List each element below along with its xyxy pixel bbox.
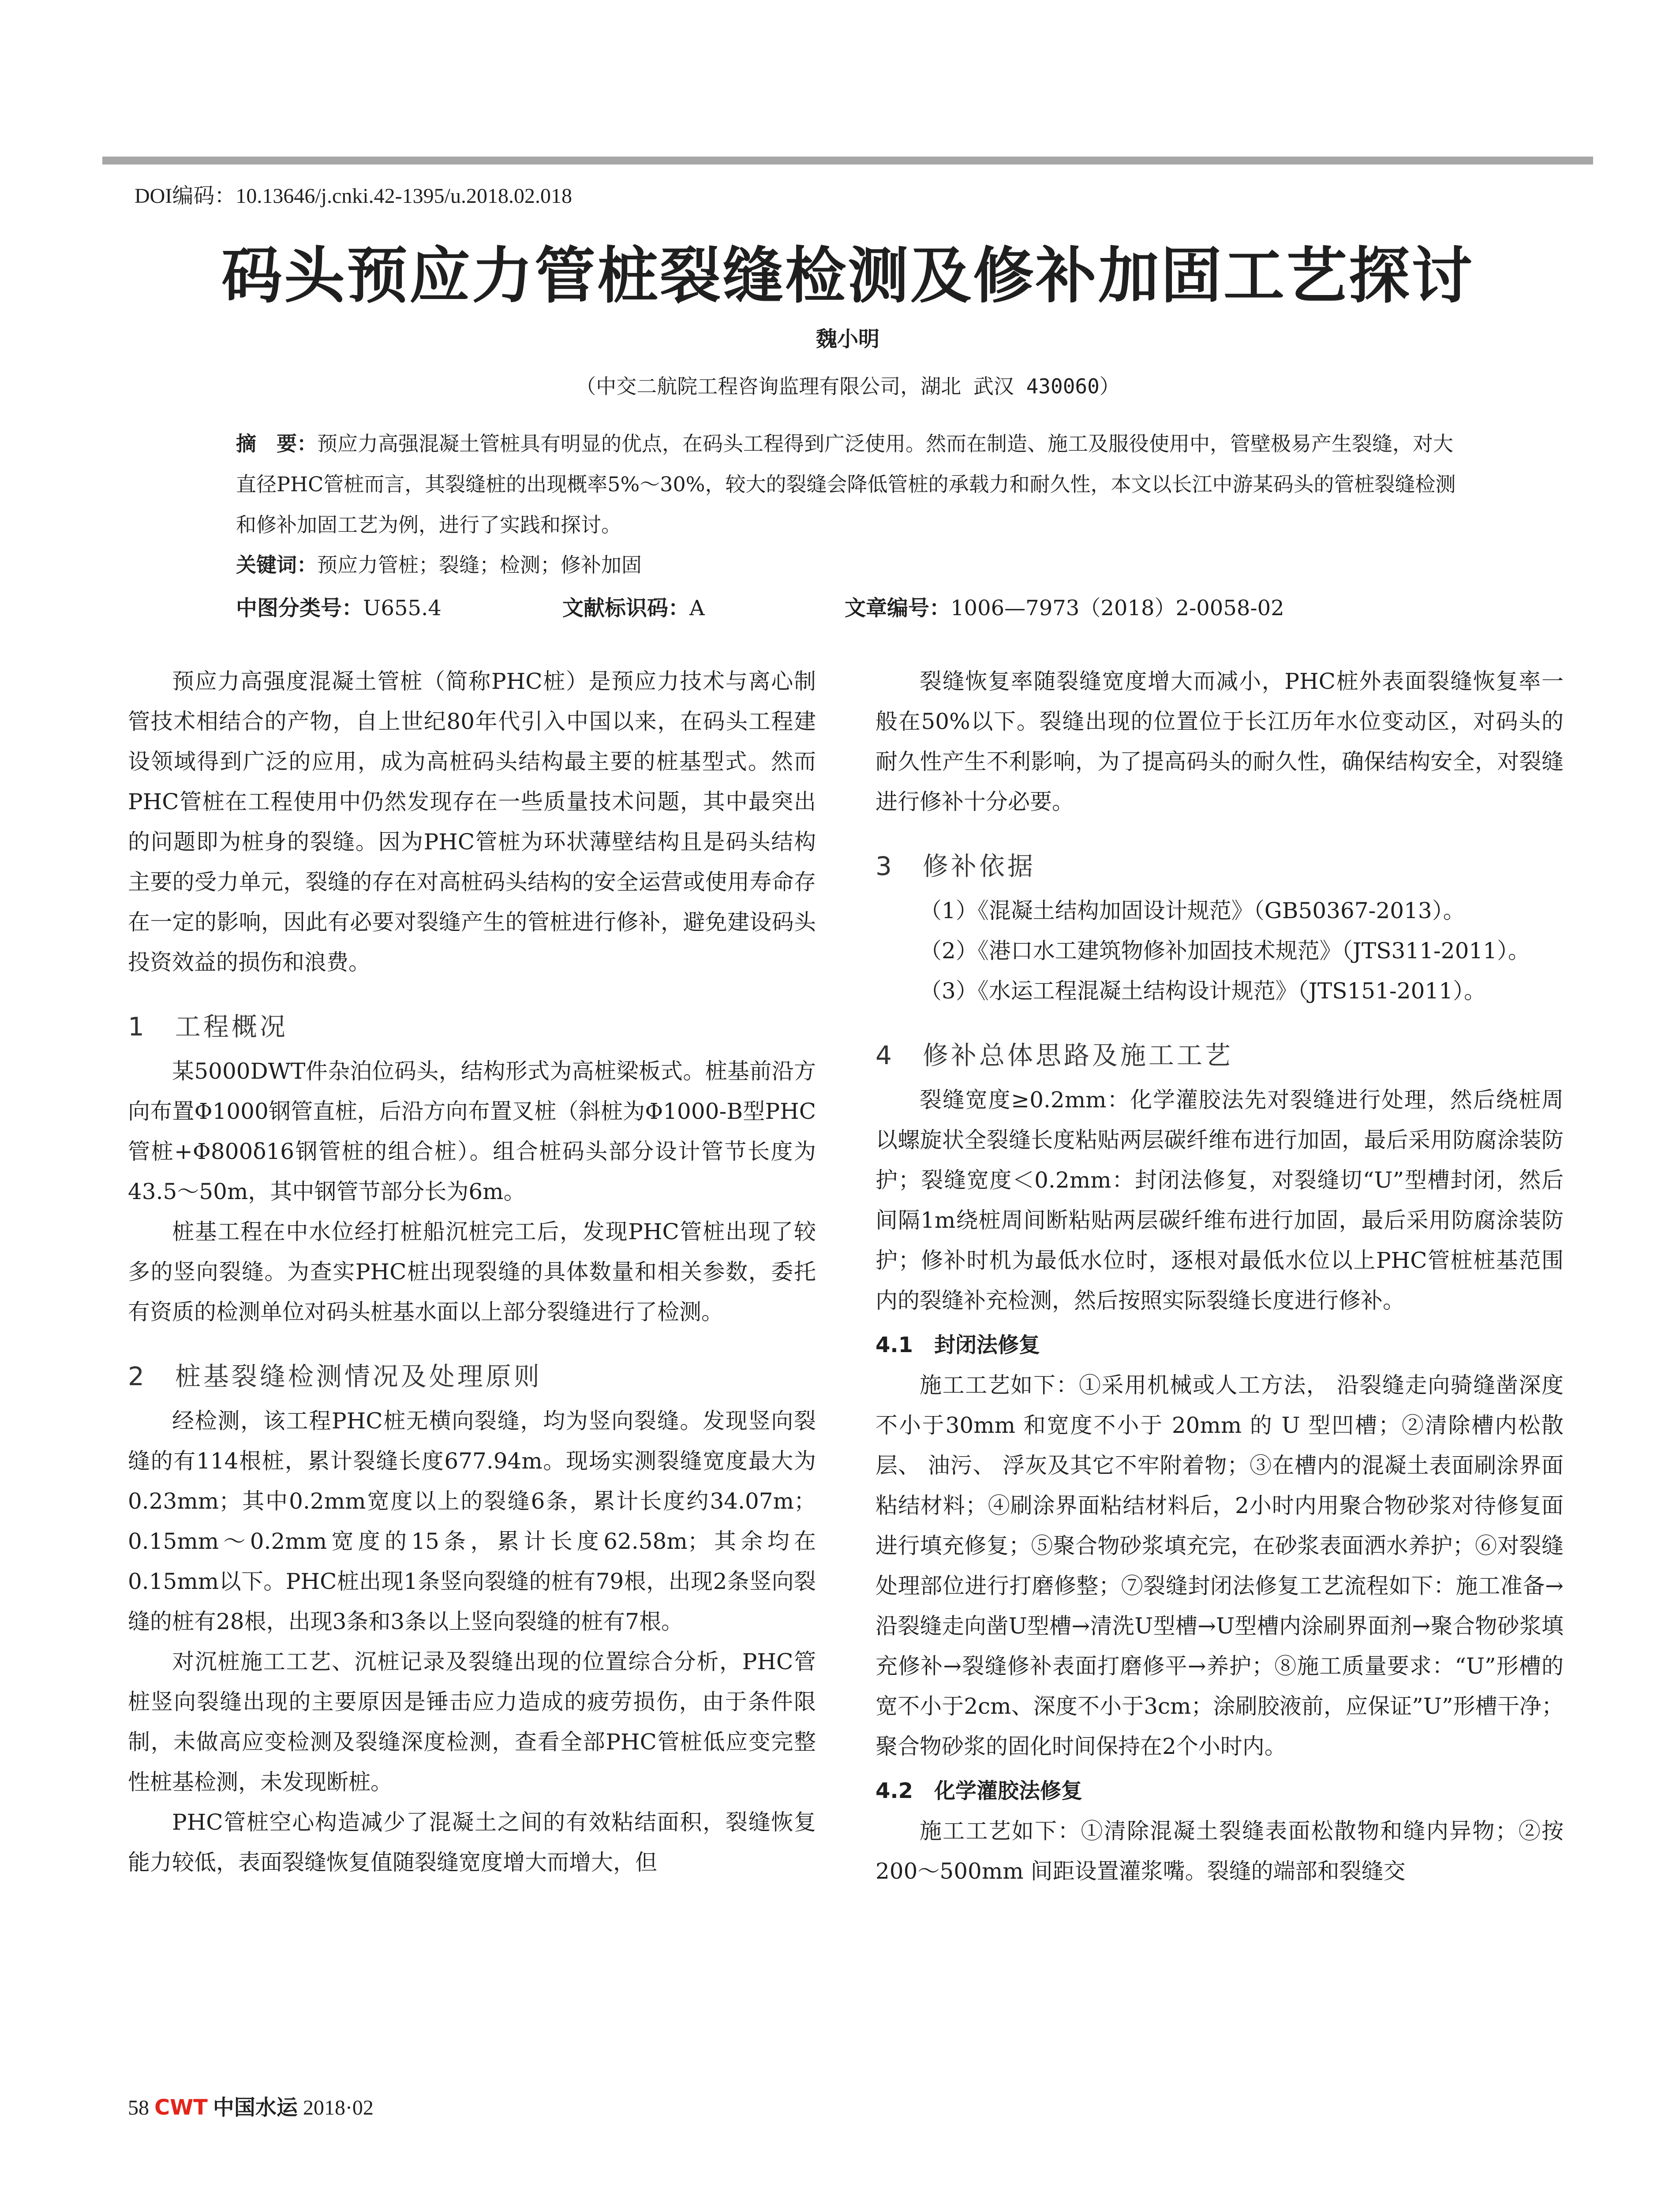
section-4-1-heading: 4.1 封闭法修复	[876, 1333, 1040, 1357]
reference-item-3: （3）《水运工程混凝土结构设计规范》（JTS151-2011）。	[920, 978, 1486, 1004]
doc-value: A	[689, 596, 705, 620]
top-rule	[102, 157, 1593, 164]
section-1-heading: 1 工程概况	[128, 1012, 288, 1042]
article-value: 1006—7973（2018）2-0058-02	[950, 596, 1284, 620]
journal-name: 中国水运	[213, 2095, 298, 2120]
section-1-paragraph-2: 桩基工程在中水位经打桩船沉桩完工后，发现PHC管桩出现了较多的竖向裂缝。为查实PHC桩出现裂缝的具体数量和相关参数，委托有资质的检测单位对码头桩基水面以上部分裂缝进行了检测。	[128, 1219, 816, 1325]
abstract	[236, 423, 1471, 545]
affiliation: （中交二航院工程咨询监理有限公司，湖北 武汉 430060）	[576, 374, 1120, 398]
section-4-paragraph-1: 裂缝宽度≥0.2mm：化学灌胶法先对裂缝进行处理，然后绕桩周以螺旋状全裂缝长度粘贴两层碳纤维布进行加固，最后采用防腐涂装防护；裂缝宽度＜0.2mm：封闭法修复，对裂缝切“U”型槽封闭，然后间隔1m绕桩周间断粘贴两层碳纤维布进行加固，最后采用防腐涂装防护；修补时机为最低水位时，逐根对最低水位以上PHC管桩桩基范围内的裂缝补充检测，然后按照实际裂缝长度进行修补。	[876, 1087, 1564, 1313]
journal-logo: CWT	[154, 2095, 208, 2120]
section-4-2-paragraph: 施工工艺如下：①清除混凝土裂缝表面松散物和缝内异物；②按 200～500mm 间距设置灌浆嘴。裂缝的端部和裂缝交	[876, 1818, 1564, 1884]
article-label: 文章编号：	[845, 596, 951, 620]
clc-label: 中图分类号：	[236, 596, 363, 620]
reference-item-1: （1）《混凝土结构加固设计规范》（GB50367-2013）。	[920, 898, 1465, 923]
issue-number: 2018·02	[303, 2096, 374, 2119]
clc-value: U655.4	[363, 596, 442, 620]
left-column	[128, 662, 816, 1883]
clc-number	[236, 591, 442, 621]
author: 魏小明	[816, 327, 879, 351]
section-2-heading: 2 桩基裂缝检测情况及处理原则	[128, 1361, 542, 1391]
abstract-text: 预应力高强混凝土管桩具有明显的优点，在码头工程得到广泛使用。然而在制造、施工及服役使用中，管壁极易产生裂缝，对大直径PHC管桩而言，其裂缝桩的出现概率5%～30%，较大的裂缝会降低管桩的承载力和耐久性，本文以长江中游某码头的管桩裂缝检测和修补加固工艺为例，进行了实践和探讨。	[236, 432, 1456, 537]
continued-paragraph: 裂缝恢复率随裂缝宽度增大而减小，PHC桩外表面裂缝恢复率一般在50%以下。裂缝出现的位置位于长江历年水位变动区，对码头的耐久性产生不利影响，为了提高码头的耐久性，确保结构安全，对裂缝进行修补十分必要。	[876, 669, 1564, 815]
intro-paragraph: 预应力高强度混凝土管桩（简称PHC桩）是预应力技术与离心制管技术相结合的产物，自上世纪80年代引入中国以来，在码头工程建设领域得到广泛的应用，成为高桩码头结构最主要的桩基型式。然而PHC管桩在工程使用中仍然发现存在一些质量技术问题，其中最突出的问题即为桩身的裂缝。因为PHC管桩为环状薄壁结构且是码头结构主要的受力单元，裂缝的存在对高桩码头结构的安全运营或使用寿命存在一定的影响，因此有必要对裂缝产生的管桩进行修补，避免建设码头投资效益的损伤和浪费。	[128, 669, 816, 975]
right-column	[876, 662, 1564, 1891]
doc-code	[562, 591, 705, 621]
article-title: 码头预应力管桩裂缝检测及修补加固工艺探讨	[221, 239, 1474, 311]
section-2-paragraph-2: 对沉桩施工工艺、沉桩记录及裂缝出现的位置综合分析，PHC管桩竖向裂缝出现的主要原因是锤击应力造成的疲劳损伤，由于条件限制，未做高应变检测及裂缝深度检测，查看全部PHC管桩低应变完整性桩基检测，未发现断桩。	[128, 1649, 816, 1795]
page-footer	[128, 2090, 374, 2121]
keywords	[236, 549, 642, 578]
section-4-2-heading: 4.2 化学灌胶法修复	[876, 1779, 1083, 1803]
section-2-paragraph-1: 经检测，该工程PHC桩无横向裂缝，均为竖向裂缝。发现竖向裂缝的有114根桩，累计裂缝长度677.94m。现场实测裂缝宽度最大为0.23mm；其中0.2mm宽度以上的裂缝6条，累计长度约34.07m；0.15mm～0.2mm宽度的15条，累计长度62.58m；其余均在0.15mm以下。PHC桩出现1条竖向裂缝的桩有79根，出现2条竖向裂缝的桩有28根，出现3条和3条以上竖向裂缝的桩有7根。	[128, 1408, 816, 1634]
section-2-paragraph-3: PHC管桩空心构造减少了混凝土之间的有效粘结面积，裂缝恢复能力较低，表面裂缝恢复值随裂缝宽度增大而增大，但	[128, 1809, 816, 1875]
doi-line: DOI编码：10.13646/j.cnki.42-1395/u.2018.02.018	[135, 184, 572, 208]
section-4-heading: 4 修补总体思路及施工工艺	[876, 1040, 1233, 1070]
reference-item-2: （2）《港口水工建筑物修补加固技术规范》（JTS311-2011）。	[920, 938, 1530, 964]
section-4-1-paragraph: 施工工艺如下：①采用机械或人工方法， 沿裂缝走向骑缝凿深度不小于30mm 和宽度不小于 20mm 的 U 型凹槽；②清除槽内松散层、 油污、 浮灰及其它不牢附着物；③在槽内的混凝土表面刷涂界面粘结材料；④刷涂界面粘结材料后，2小时内用聚合物砂浆对待修复面进行填充修复；⑤聚合物砂浆填充完，在砂浆表面洒水养护；⑥对裂缝处理部位进行打磨修整；⑦裂缝封闭法修复工艺流程如下：施工准备→沿裂缝走向凿U型槽→清洗U型槽→U型槽内涂刷界面剂→聚合物砂浆填充修补→裂缝修补表面打磨修平→养护；⑧施工质量要求：“U”形槽的宽不小于2cm、深度不小于3cm；涂刷胶液前，应保证”U”形槽干净；聚合物砂浆的固化时间保持在2个小时内。	[876, 1372, 1564, 1759]
article-number	[845, 591, 1284, 621]
doc-label: 文献标识码：	[562, 596, 690, 620]
keywords-text: 预应力管桩；裂缝；检测；修补加固	[317, 553, 642, 577]
page-number: 58	[128, 2096, 149, 2119]
section-1-paragraph-1: 某5000DWT件杂泊位码头，结构形式为高桩梁板式。桩基前沿方向布置Φ1000钢管直桩，后沿方向布置叉桩（斜桩为Φ1000-B型PHC管桩+Φ800δ16钢管桩的组合桩）。组合桩码头部分设计管节长度为43.5～50m，其中钢管节部分长为6m。	[128, 1058, 816, 1204]
section-3-heading: 3 修补依据	[876, 851, 1036, 881]
abstract-label: 摘 要：	[236, 432, 317, 456]
keywords-label: 关键词：	[236, 553, 317, 577]
